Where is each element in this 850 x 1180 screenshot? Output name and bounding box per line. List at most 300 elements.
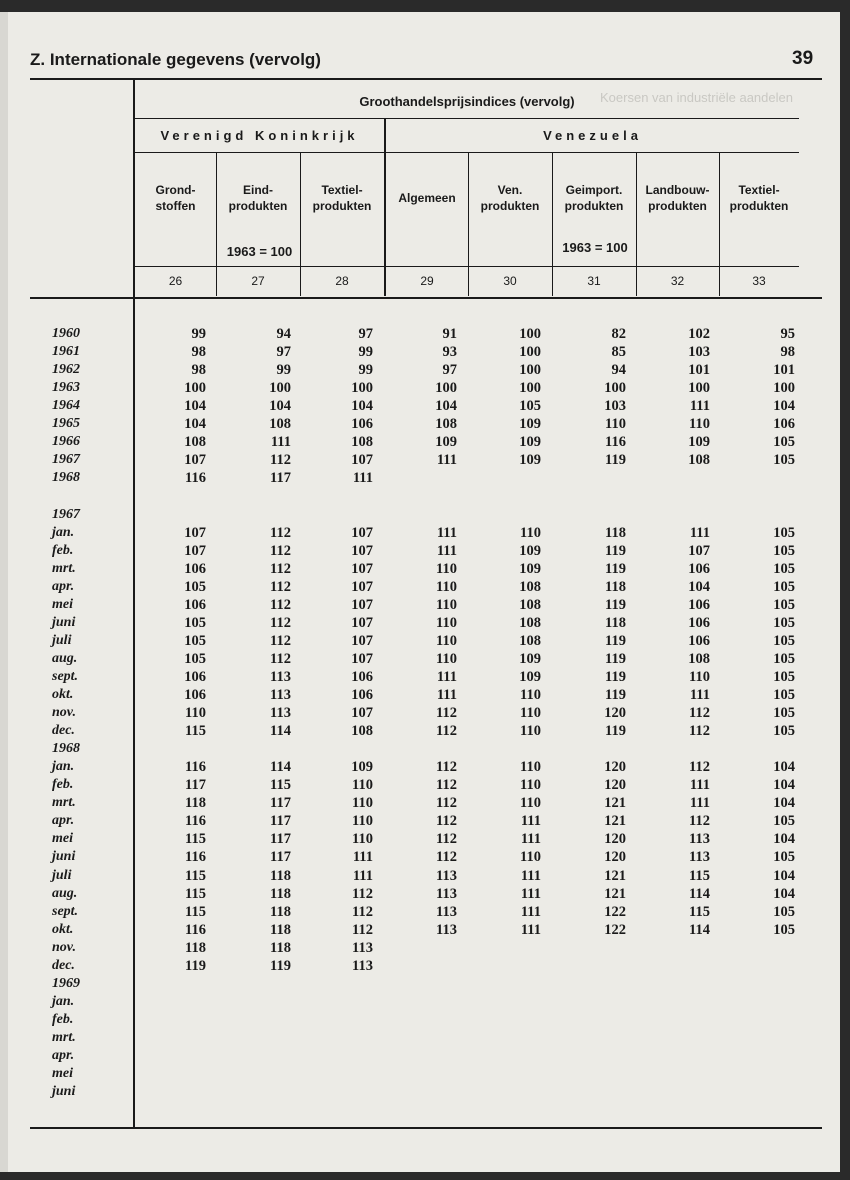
table-cell: 118 xyxy=(605,614,626,631)
table-cell: 112 xyxy=(436,705,457,722)
group-header-uk: Verenigd Koninkrijk xyxy=(160,128,359,143)
table-cell: 115 xyxy=(185,831,206,848)
table-cell: 105 xyxy=(773,903,795,920)
row-label: sept. xyxy=(52,668,79,684)
table-cell: 109 xyxy=(519,650,541,667)
table-cell: 116 xyxy=(185,759,206,776)
table-cell: 100 xyxy=(519,380,541,397)
table-cell: 109 xyxy=(519,542,541,559)
column-header xyxy=(300,182,384,214)
row-label: 1966 xyxy=(52,434,80,450)
table-cell: 110 xyxy=(520,777,541,794)
table-cell: 112 xyxy=(689,813,710,830)
table-cell: 118 xyxy=(185,795,206,812)
column-header xyxy=(468,182,552,214)
table-cell: 106 xyxy=(184,668,206,685)
column-header-line: Algemeen xyxy=(398,191,456,205)
row-label: feb. xyxy=(52,542,74,558)
table-cell: 106 xyxy=(688,596,710,613)
table-cell: 116 xyxy=(185,470,206,487)
table-cell: 108 xyxy=(519,596,541,613)
table-cell: 118 xyxy=(270,867,291,884)
table-cell: 113 xyxy=(689,849,710,866)
row-label: feb. xyxy=(52,777,74,793)
table-cell: 112 xyxy=(436,831,457,848)
row-label: juni xyxy=(52,614,76,630)
table-cell: 110 xyxy=(689,668,710,685)
column-number: 28 xyxy=(335,274,349,288)
table-cell: 119 xyxy=(605,452,626,469)
table-cell: 85 xyxy=(611,344,626,361)
table-cell: 104 xyxy=(351,398,373,415)
table-cell: 108 xyxy=(519,632,541,649)
table-cell: 111 xyxy=(520,867,541,884)
column-header xyxy=(636,182,719,214)
row-label: aug. xyxy=(52,885,78,901)
table-cell: 118 xyxy=(270,939,291,956)
bleed-through: Koersen van industriële aandelen xyxy=(600,90,793,105)
row-label: sept. xyxy=(52,903,79,919)
column-header-line: produkten xyxy=(729,199,789,213)
table-cell: 110 xyxy=(520,723,541,740)
table-cell: 82 xyxy=(611,326,626,342)
table-cell: 111 xyxy=(436,668,457,685)
column-number: 31 xyxy=(587,274,601,288)
table-cell: 98 xyxy=(780,344,795,361)
table-cell: 104 xyxy=(773,867,795,884)
table-cell: 107 xyxy=(351,452,373,469)
table-cell: 106 xyxy=(351,668,373,685)
table-cell: 100 xyxy=(519,344,541,361)
table-cell: 112 xyxy=(689,705,710,722)
column-header-line: Geimport. xyxy=(565,183,623,197)
table-cell: 106 xyxy=(688,632,710,649)
table-cell: 122 xyxy=(604,921,626,938)
column-header xyxy=(216,182,300,214)
table-cell: 107 xyxy=(184,524,206,541)
table-cell: 103 xyxy=(688,344,710,361)
row-label: 1963 xyxy=(52,380,80,396)
table-cell: 112 xyxy=(436,849,457,866)
table-cell: 109 xyxy=(519,416,541,433)
table-cell: 112 xyxy=(270,560,291,577)
column-number: 33 xyxy=(752,274,766,288)
stub-divider xyxy=(133,80,135,1127)
table-cell: 112 xyxy=(270,452,291,469)
table-cell: 105 xyxy=(773,596,795,613)
table-cell: 110 xyxy=(520,705,541,722)
table-cell: 110 xyxy=(605,416,626,433)
row-label: 1968 xyxy=(52,470,80,486)
table-cell: 104 xyxy=(773,759,795,776)
group-divider xyxy=(384,118,386,296)
row-label: mrt. xyxy=(52,795,76,811)
table-cell: 100 xyxy=(688,380,710,397)
row-label: juni xyxy=(52,849,76,865)
table-cell: 114 xyxy=(270,723,291,740)
row-label: 1969 xyxy=(52,975,80,991)
column-number: 26 xyxy=(168,274,183,288)
table-cell: 119 xyxy=(605,560,626,577)
table-cell: 112 xyxy=(689,759,710,776)
table-cell: 105 xyxy=(773,668,795,685)
table-cell: 106 xyxy=(184,560,206,577)
table-cell: 102 xyxy=(688,326,710,342)
table-cell: 105 xyxy=(773,813,795,830)
table-cell: 120 xyxy=(604,705,626,722)
table-cell: 111 xyxy=(520,831,541,848)
header-bottom-rule xyxy=(30,297,822,299)
row-label: okt. xyxy=(52,921,74,937)
table-cell: 114 xyxy=(270,759,291,776)
table-cell: 108 xyxy=(688,650,710,667)
table-cell: 111 xyxy=(689,795,710,812)
table-cell: 112 xyxy=(436,813,457,830)
table-cell: 105 xyxy=(773,578,795,595)
table-cell: 105 xyxy=(184,650,206,667)
table-cell: 109 xyxy=(519,560,541,577)
table-cell: 117 xyxy=(270,470,291,487)
table-cell: 112 xyxy=(689,723,710,740)
table-cell: 111 xyxy=(689,777,710,794)
row-label: mei xyxy=(52,1066,73,1082)
table-cell: 94 xyxy=(611,362,626,379)
row-label: aug. xyxy=(52,650,78,666)
table-cell: 105 xyxy=(773,452,795,469)
column-header-line: produkten xyxy=(228,199,288,213)
table-cell: 110 xyxy=(436,578,457,595)
row-label: mrt. xyxy=(52,560,76,576)
column-header xyxy=(719,182,799,214)
section-title: Z. Internationale gegevens (vervolg) xyxy=(30,50,321,69)
table-cell: 99 xyxy=(191,326,206,342)
column-number: 30 xyxy=(503,274,517,288)
table-cell: 110 xyxy=(436,632,457,649)
table-cell: 111 xyxy=(352,849,373,866)
row-label: juli xyxy=(52,867,72,883)
table-cell: 107 xyxy=(351,632,373,649)
table-cell: 115 xyxy=(689,867,710,884)
table-cell: 108 xyxy=(351,723,373,740)
table-cell: 104 xyxy=(269,398,291,415)
row-label: apr. xyxy=(52,1048,75,1063)
column-header-line: Ven. xyxy=(497,183,523,197)
table-cell: 110 xyxy=(520,759,541,776)
column-header-line: Landbouw- xyxy=(645,183,710,197)
table-cell: 119 xyxy=(605,723,626,740)
table-cell: 112 xyxy=(352,885,373,902)
table-cell: 115 xyxy=(270,777,291,794)
table-cell: 109 xyxy=(519,668,541,685)
column-header-line: Textiel- xyxy=(738,183,780,197)
table-cell: 111 xyxy=(520,903,541,920)
table-cell: 118 xyxy=(605,578,626,595)
column-header-line: produkten xyxy=(480,199,540,213)
table-cell: 111 xyxy=(689,524,710,541)
table-cell: 116 xyxy=(605,434,626,451)
table-cell: 100 xyxy=(519,362,541,379)
table-cell: 108 xyxy=(184,434,206,451)
table-cell: 112 xyxy=(270,578,291,595)
table-cell: 111 xyxy=(352,867,373,884)
column-header-line: produkten xyxy=(312,199,372,213)
row-label: 1965 xyxy=(52,416,80,432)
table-cell: 115 xyxy=(185,885,206,902)
table-cell: 112 xyxy=(436,759,457,776)
table-cell: 119 xyxy=(185,957,206,974)
table-cell: 98 xyxy=(191,344,206,361)
table-cell: 119 xyxy=(270,957,291,974)
table-cell: 97 xyxy=(276,344,291,361)
table-cell: 113 xyxy=(436,885,457,902)
table-cell: 110 xyxy=(520,687,541,703)
table-cell: 107 xyxy=(351,578,373,595)
table-cell: 117 xyxy=(270,813,291,830)
table-cell: 105 xyxy=(184,632,206,649)
table-cell: 112 xyxy=(270,524,291,541)
subgroup-rule xyxy=(133,152,799,153)
row-label: apr. xyxy=(52,578,75,594)
table-cell: 112 xyxy=(270,614,291,631)
table-cell: 120 xyxy=(604,849,626,866)
table-cell: 117 xyxy=(270,849,291,866)
table-cell: 108 xyxy=(688,452,710,469)
row-label: 1960 xyxy=(52,326,80,341)
row-label: okt. xyxy=(52,687,74,702)
table-cell: 109 xyxy=(519,434,541,451)
table-cell: 107 xyxy=(351,614,373,631)
row-label: jan. xyxy=(52,993,75,1009)
table-cell: 105 xyxy=(773,542,795,559)
table-cell: 108 xyxy=(269,416,291,433)
row-label: nov. xyxy=(52,705,76,721)
table-cell: 93 xyxy=(442,344,457,361)
row-label: dec. xyxy=(52,957,75,973)
table-cell: 107 xyxy=(184,542,206,559)
table-cell: 106 xyxy=(351,687,373,703)
table-cell: 110 xyxy=(352,813,373,830)
table-cell: 94 xyxy=(276,326,291,342)
row-label: jan. xyxy=(52,524,75,540)
table-cell: 105 xyxy=(773,614,795,631)
table-cell: 105 xyxy=(773,632,795,649)
column-header xyxy=(386,190,468,206)
table-cell: 108 xyxy=(519,578,541,595)
table-cell: 104 xyxy=(773,777,795,794)
table-cell: 115 xyxy=(689,903,710,920)
table-cell: 111 xyxy=(520,885,541,902)
top-rule xyxy=(30,78,822,80)
table-cell: 113 xyxy=(689,831,710,848)
table-cell: 121 xyxy=(604,885,626,902)
table-cell: 100 xyxy=(773,380,795,397)
table-cell: 107 xyxy=(351,542,373,559)
row-label: 1967 xyxy=(52,452,80,468)
table-cell: 106 xyxy=(688,560,710,577)
table-cell: 103 xyxy=(604,398,626,415)
table-cell: 114 xyxy=(689,885,710,902)
table-cell: 119 xyxy=(605,687,626,703)
table-cell: 107 xyxy=(184,452,206,469)
table-cell: 112 xyxy=(270,650,291,667)
table-cell: 110 xyxy=(436,560,457,577)
table-cell: 106 xyxy=(688,614,710,631)
table-cell: 104 xyxy=(184,416,206,433)
group-rule xyxy=(133,118,799,119)
column-number: 27 xyxy=(251,274,265,288)
table-cell: 107 xyxy=(351,650,373,667)
row-label: mei xyxy=(52,831,73,847)
table-cell: 105 xyxy=(184,614,206,631)
table-cell: 113 xyxy=(270,687,291,703)
table-cell: 109 xyxy=(351,759,373,776)
table-cell: 111 xyxy=(689,398,710,415)
table-cell: 105 xyxy=(184,578,206,595)
table-cell: 101 xyxy=(688,362,710,379)
table-cell: 111 xyxy=(436,542,457,559)
table-cell: 112 xyxy=(270,542,291,559)
table-cell: 100 xyxy=(269,380,291,397)
table-cell: 99 xyxy=(358,344,373,361)
group-header-ve: Venezuela xyxy=(543,128,642,143)
row-label: mei xyxy=(52,596,73,612)
row-label: 1964 xyxy=(52,398,80,414)
table-cell: 105 xyxy=(773,723,795,740)
table-cell: 105 xyxy=(773,650,795,667)
column-header-line: Textiel- xyxy=(321,183,363,197)
table-cell: 104 xyxy=(773,398,795,415)
table-cell: 111 xyxy=(520,921,541,938)
row-label: nov. xyxy=(52,939,76,955)
super-header: Groothandelsprijsindices (vervolg) xyxy=(359,94,575,109)
table-cell: 100 xyxy=(604,380,626,397)
table-cell: 113 xyxy=(270,668,291,685)
table-cell: 105 xyxy=(773,687,795,703)
table-cell: 121 xyxy=(604,795,626,812)
table-cell: 105 xyxy=(773,921,795,938)
table-cell: 100 xyxy=(435,380,457,397)
table-cell: 112 xyxy=(352,903,373,920)
column-header-line: produkten xyxy=(564,199,624,213)
table-cell: 116 xyxy=(185,813,206,830)
table-cell: 119 xyxy=(605,668,626,685)
base-year-ve: 1963 = 100 xyxy=(562,240,628,255)
row-label: juli xyxy=(52,632,72,648)
table-cell: 104 xyxy=(773,885,795,902)
table-cell: 104 xyxy=(773,795,795,812)
column-number: 32 xyxy=(670,274,685,288)
page-number: 39 xyxy=(792,48,814,69)
table-cell: 117 xyxy=(270,831,291,848)
table-cell: 110 xyxy=(352,777,373,794)
row-label: 1961 xyxy=(52,344,80,360)
table-cell: 107 xyxy=(351,596,373,613)
table-cell: 105 xyxy=(773,849,795,866)
table-cell: 113 xyxy=(352,939,373,956)
table-cell: 108 xyxy=(519,614,541,631)
table-cell: 110 xyxy=(436,614,457,631)
table-cell: 106 xyxy=(184,596,206,613)
table-cell: 112 xyxy=(352,921,373,938)
table-cell: 121 xyxy=(604,867,626,884)
table-cell: 107 xyxy=(688,542,710,559)
table-cell: 97 xyxy=(358,326,373,342)
table-cell: 91 xyxy=(442,326,457,342)
column-header xyxy=(135,182,216,214)
table-cell: 110 xyxy=(520,849,541,866)
table-cell: 104 xyxy=(435,398,457,415)
table-cell: 117 xyxy=(185,777,206,794)
table-cell: 113 xyxy=(436,867,457,884)
table-cell: 105 xyxy=(773,705,795,722)
table-cell: 105 xyxy=(773,434,795,451)
row-label: feb. xyxy=(52,1011,74,1027)
table-cell: 111 xyxy=(689,687,710,703)
table-cell: 108 xyxy=(351,434,373,451)
row-label: apr. xyxy=(52,813,75,829)
table-cell: 117 xyxy=(270,795,291,812)
row-label: mrt. xyxy=(52,1029,76,1045)
table-cell: 98 xyxy=(191,362,206,379)
table-cell: 111 xyxy=(270,434,291,451)
table-cell: 118 xyxy=(185,939,206,956)
table-cell: 119 xyxy=(605,542,626,559)
table-cell: 104 xyxy=(184,398,206,415)
table-cell: 113 xyxy=(436,903,457,920)
table-cell: 115 xyxy=(185,903,206,920)
table-cell: 110 xyxy=(436,650,457,667)
table-cell: 112 xyxy=(270,632,291,649)
table-cell: 111 xyxy=(352,470,373,487)
table-cell: 112 xyxy=(436,777,457,794)
table-cell: 119 xyxy=(605,596,626,613)
table-cell: 120 xyxy=(604,777,626,794)
table-cell: 107 xyxy=(351,524,373,541)
table-cell: 106 xyxy=(184,687,206,703)
table-cell: 101 xyxy=(773,362,795,379)
table-cell: 110 xyxy=(185,705,206,722)
table-cell: 100 xyxy=(351,380,373,397)
table-cell: 112 xyxy=(436,795,457,812)
table-cell: 110 xyxy=(352,795,373,812)
table-cell: 118 xyxy=(270,921,291,938)
table-cell: 97 xyxy=(442,362,457,379)
column-header-line: produkten xyxy=(648,199,707,213)
table-cell: 113 xyxy=(352,957,373,974)
table-cell: 95 xyxy=(780,326,795,342)
row-label: 1968 xyxy=(52,741,80,757)
table-cell: 109 xyxy=(435,434,457,451)
table-cell: 110 xyxy=(352,831,373,848)
table-cell: 100 xyxy=(519,326,541,342)
table-cell: 110 xyxy=(689,416,710,433)
table-cell: 120 xyxy=(604,759,626,776)
column-header-line: Grond- xyxy=(155,183,196,197)
table-cell: 112 xyxy=(270,596,291,613)
column-header-line: Eind- xyxy=(243,183,273,197)
table-cell: 104 xyxy=(773,831,795,848)
table-cell: 118 xyxy=(270,903,291,920)
bottom-rule xyxy=(30,1127,822,1129)
table-cell: 110 xyxy=(520,524,541,541)
table-cell: 111 xyxy=(520,813,541,830)
table-cell: 111 xyxy=(436,687,457,703)
table-cell: 116 xyxy=(185,849,206,866)
table-cell: 115 xyxy=(185,723,206,740)
table-cell: 120 xyxy=(604,831,626,848)
table-cell: 109 xyxy=(519,452,541,469)
row-label: 1962 xyxy=(52,362,80,378)
